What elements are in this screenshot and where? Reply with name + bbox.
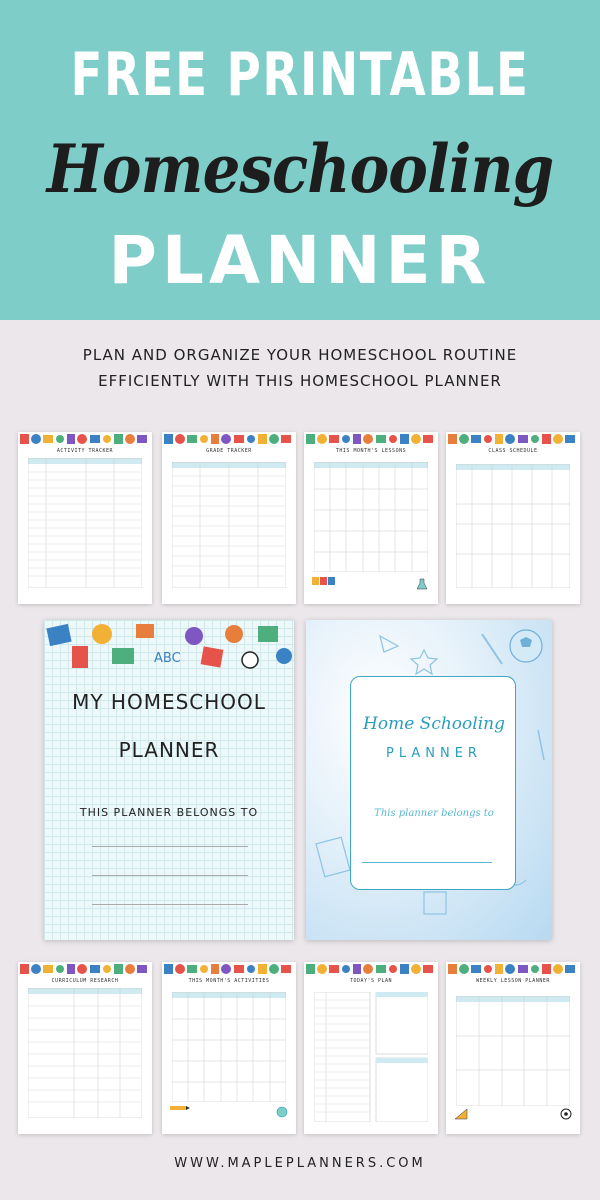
name-line	[362, 862, 492, 863]
page-title: GRADE TRACKER	[206, 448, 252, 454]
school-doodles-icon	[304, 962, 438, 976]
page-title: CURRICULUM RESEARCH	[51, 978, 119, 984]
page-title: CLASS SCHEDULE	[488, 448, 538, 454]
name-line	[92, 904, 248, 905]
abc-blocks-icon	[312, 576, 336, 586]
school-supplies-icon	[44, 620, 294, 676]
subtitle	[0, 342, 600, 394]
header-line-planner: PLANNER	[108, 222, 492, 299]
school-doodles-icon	[446, 962, 580, 976]
name-line	[92, 875, 248, 876]
page-this-months-lessons	[304, 432, 438, 604]
page-this-months-activities	[162, 962, 296, 1134]
school-doodles-icon	[446, 432, 580, 446]
school-doodles-icon	[18, 962, 152, 976]
page-activity-tracker	[18, 432, 152, 604]
page-title: TODAY'S PLAN	[349, 978, 393, 984]
cover-script-title: Home Schooling	[363, 714, 505, 734]
cover-belongs-label: This planner belongs to	[374, 808, 494, 819]
subtitle-line-1: PLAN AND ORGANIZE YOUR HOMESCHOOL ROUTINE	[82, 346, 518, 364]
page-curriculum-research	[18, 962, 152, 1134]
cover-title: PLANNER	[386, 746, 482, 761]
pencil-icon	[170, 1104, 190, 1112]
header-line-free-printable: FREE PRINTABLE	[70, 40, 530, 110]
ruler-icon	[454, 1108, 468, 1120]
weekly-planner-table	[456, 996, 570, 1106]
day-plan-layout	[314, 992, 428, 1122]
flask-icon	[416, 578, 428, 590]
school-doodles-icon	[162, 962, 296, 976]
cover-title-line-2: PLANNER	[118, 738, 220, 762]
school-doodles-icon	[304, 432, 438, 446]
website-url: WWW.MAPLEPLANNERS.COM	[174, 1156, 426, 1171]
page-weekly-lesson-planner	[446, 962, 580, 1134]
calendar-grid	[172, 992, 286, 1102]
research-table	[28, 988, 142, 1118]
schedule-table	[456, 464, 570, 588]
header-line-homeschooling: Homeschooling	[46, 130, 554, 208]
subtitle-line-2: EFFICIENTLY WITH THIS HOMESCHOOL PLANNER	[98, 372, 502, 390]
page-grade-tracker	[162, 432, 296, 604]
soccer-ball-icon	[560, 1108, 572, 1120]
page-todays-plan	[304, 962, 438, 1134]
school-doodles-icon	[18, 432, 152, 446]
page-title: WEEKLY LESSON PLANNER	[476, 978, 550, 984]
cover-frame	[350, 676, 516, 890]
tracker-table	[172, 462, 286, 588]
calendar-grid	[314, 462, 428, 572]
cover-belongs-label: THIS PLANNER BELONGS TO	[79, 806, 259, 819]
globe-icon	[276, 1106, 288, 1118]
svg-text:ABC: ABC	[154, 651, 181, 666]
school-doodles-icon	[162, 432, 296, 446]
page-class-schedule	[446, 432, 580, 604]
page-title: THIS MONTH'S ACTIVITIES	[188, 978, 270, 984]
tracker-table	[28, 458, 142, 588]
cover-my-homeschool-planner	[44, 620, 294, 940]
name-line	[92, 846, 248, 847]
cover-title-line-1: MY HOMESCHOOL	[72, 690, 266, 714]
page-title: ACTIVITY TRACKER	[56, 448, 114, 454]
page-title: THIS MONTH'S LESSONS	[335, 448, 407, 454]
